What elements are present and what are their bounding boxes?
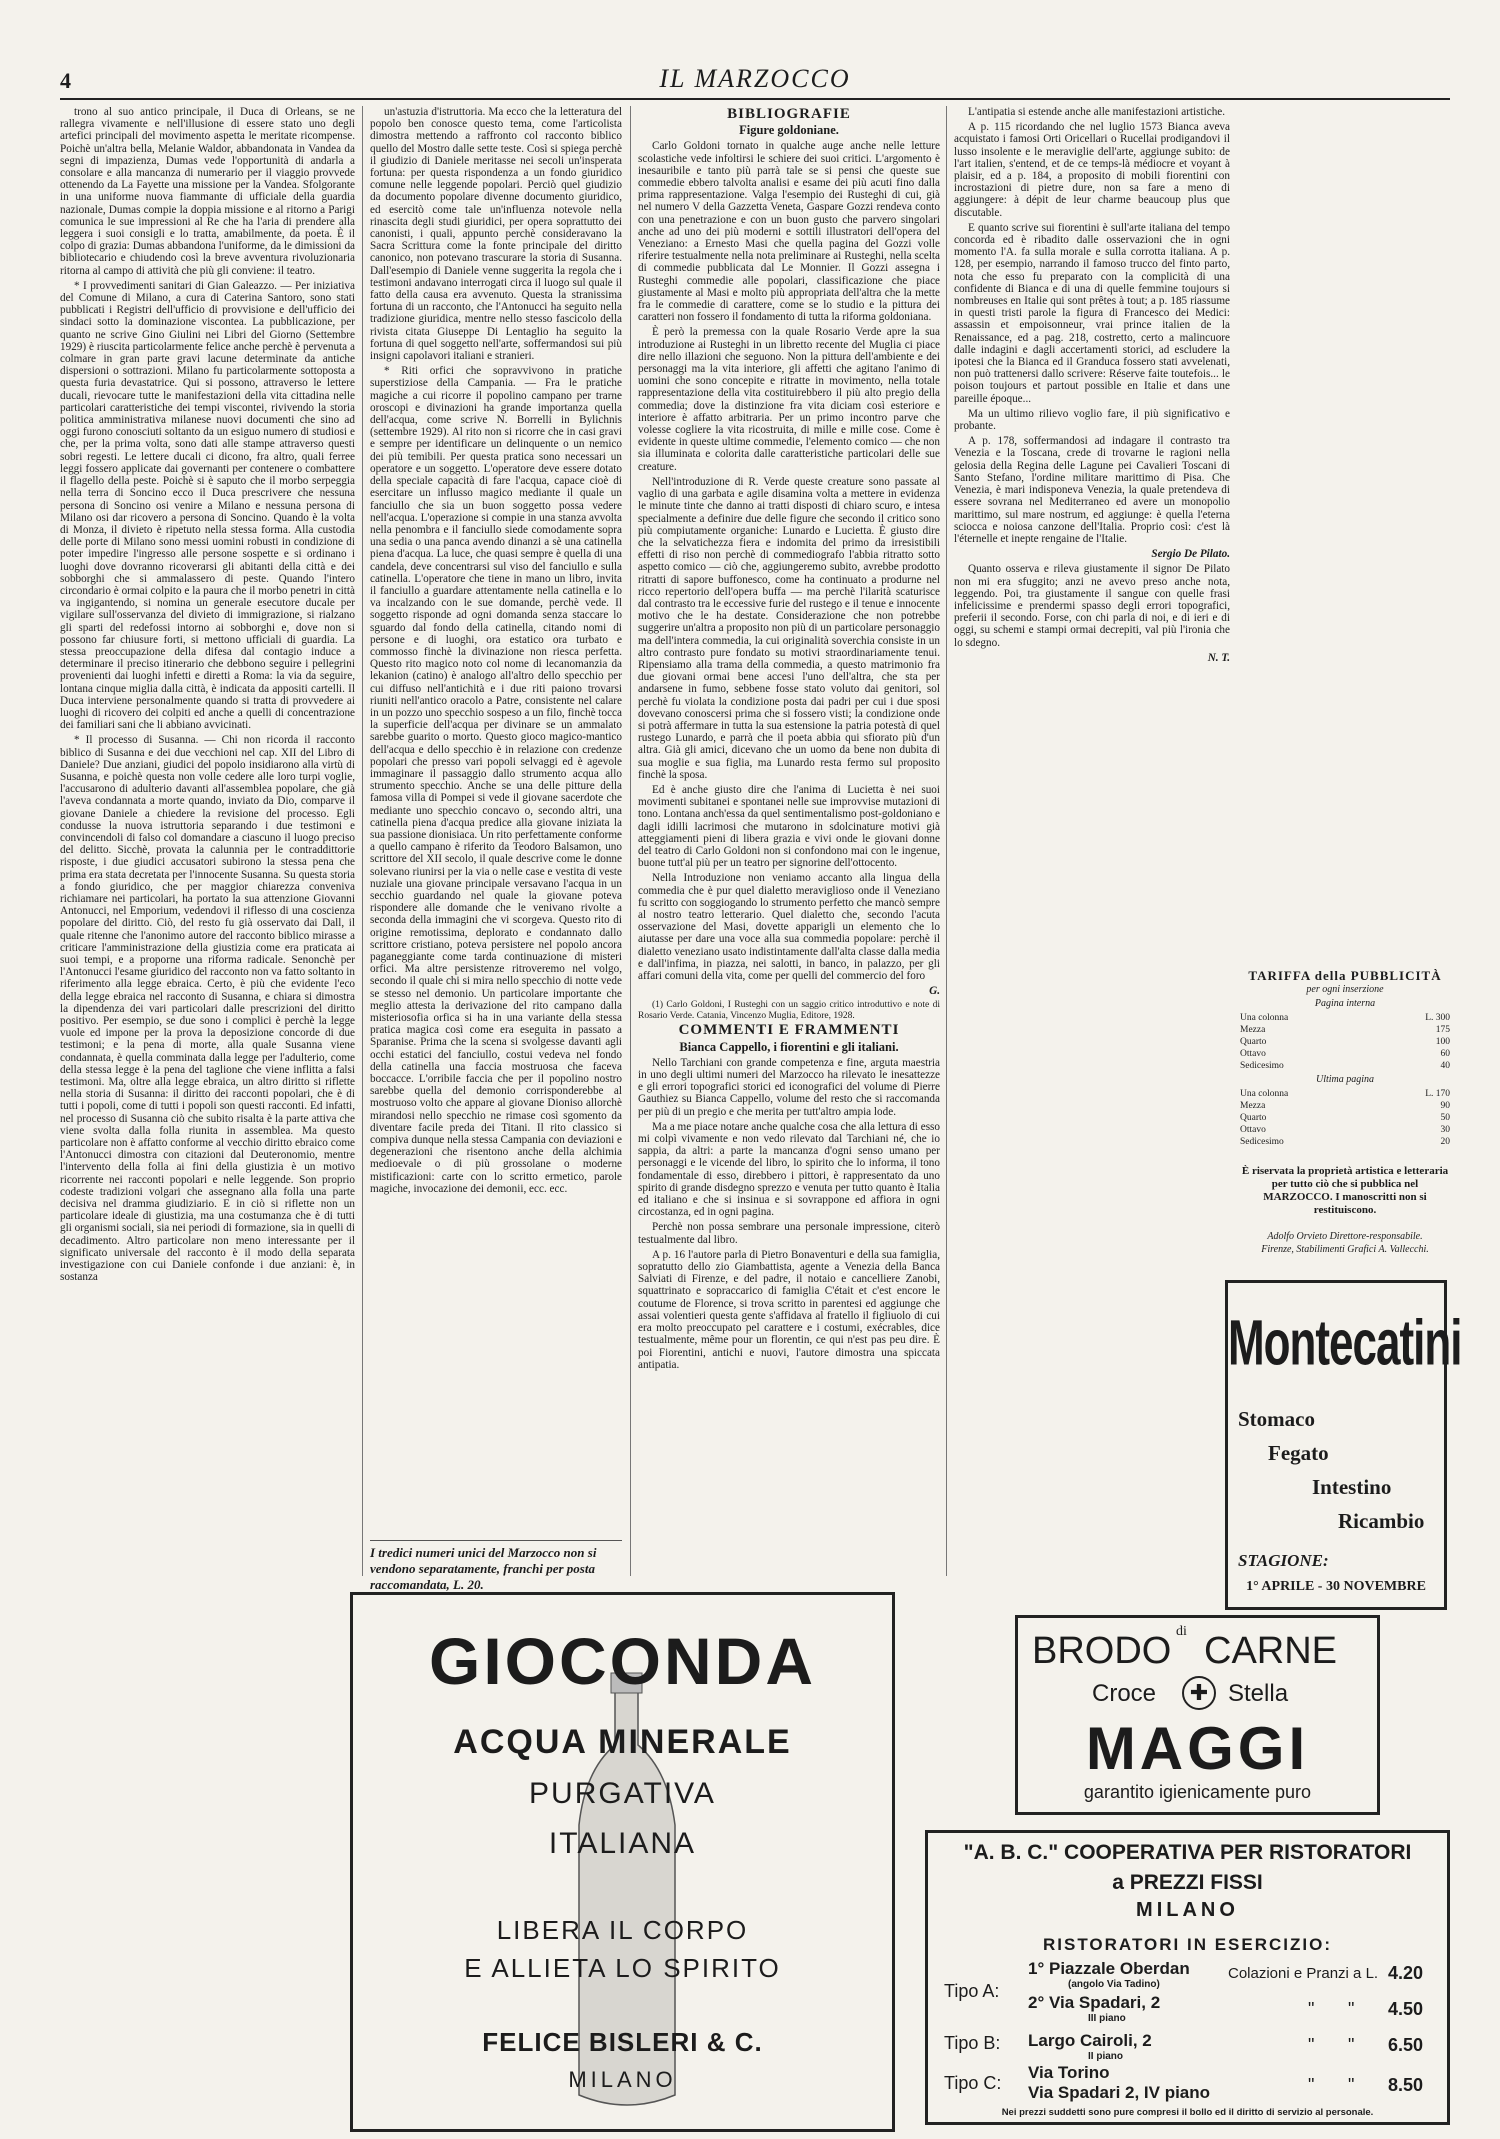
ad-line: E ALLIETA LO SPIRITO xyxy=(464,1953,781,1983)
ad-line: garantito igienicamente puro xyxy=(1083,1782,1312,1802)
ad-city: MILANO xyxy=(568,2067,677,2092)
type-label: Tipo C: xyxy=(944,2073,1002,2093)
section-heading: BIBLIOGRAFIE xyxy=(727,106,851,122)
ad-season-label: STAGIONE: xyxy=(1238,1551,1329,1570)
rate-row: Quarto 100 xyxy=(1240,1037,1450,1047)
ad-line: Intestino xyxy=(1312,1475,1392,1499)
ad-line: LIBERA IL CORPO xyxy=(496,1915,749,1945)
ad-brand: MAGGI xyxy=(1085,1715,1310,1782)
article-paragraph: Ma a me piace notare anche qualche cosa che alla lettura di esso mi colpì vivamente e non vedo rilevato dal Tarchiani né, che io sappia, da altri: a parte la mancanza d'ogni senso umano per personaggi e le vicende del libro, lo spirito che lo informa, il tono fondamentale di esso, direbbero i pittori, è rappresentato da uno spirito di grande disdegno sprezzo e venuta per tutto quanto è Italia ed italiano e che si insinua e si sovrappone ed affiora in ogni circostanza, ed in ogni pagina. xyxy=(638,1120,940,1219)
article-signature: Sergio De Pilato. xyxy=(1151,548,1230,561)
rates-section-label: Pagina interna xyxy=(1314,998,1376,1009)
article-paragraph: L'antipatia si estende anche alle manifestazioni artistiche. xyxy=(968,106,1226,118)
abc-cooperative-ad xyxy=(925,1830,1450,2125)
price: 4.20 xyxy=(1388,1963,1424,1983)
article-paragraph: Nella Introduzione non veniamo accanto alla lingua della commedia che è pur quel dialetto meraviglioso onde il Veneziano fu scritto con soggiogando lo strumento perfetto che mancò sempre al nostro teatro letterario. Quel dialetto che, secondo l'acuta osservazione del Masi, dovette apparigli un elemento che lo aiutasse per dare una voce alla sua commedia popolare: perchè il dialetto veneziano usato indistintamente dall'alta classe dalla media e dall'infima, in piazza, nei salotti, in banco, in palazzo, per gli affari comuni della vita, come per quelli del commercio del foro xyxy=(638,872,940,983)
article-paragraph: È però la premessa con la quale Rosario Verde apre la sua introduzione ai Rusteghi in un libretto recente del Muglia ci piace dire nello illazioni che seguono. Non la pittura dell'ambiente e dei personaggi ma la vita interiore, gli affetti che agitano l'animo di uomini che sono concepite e ritratte in movimento, nella totale rappresentazione della vita costituirebbero il più alto pregio della commedia; dove la distinzione fra vita diciam così esteriore e interiore è affatto arbitraria. Per un primo incontro parve che volesse cogliere la vita ricostruita, di mille e mille cose. Come è evidente in queste ultime commedie, l'elemento comico — che non sia illuminata e colorita dalle caratteristiche particolari delle sue creature. xyxy=(638,326,940,473)
rate-row: Ottavo 60 xyxy=(1240,1049,1450,1059)
section-heading: COMMENTI E FRAMMENTI xyxy=(678,1022,900,1039)
ad-line: RISTORATORI IN ESERCIZIO: xyxy=(1043,1935,1332,1954)
column-divider xyxy=(630,106,631,1576)
rate-row: Mezza 175 xyxy=(1240,1025,1450,1035)
ad-brand: GIOCONDA xyxy=(429,1624,816,1698)
ad-line: Fegato xyxy=(1268,1441,1329,1465)
article-paragraph: * Il processo di Susanna. — Chi non ricorda il racconto biblico di Susanna e dei due vecchioni nel cap. XII del Libro di Daniele? Due anziani, giudici del popolo insidiarono alla virtù di Susanna, e poichè questa non volle cedere alle loro turpi voglie, l'accusarono di adulterio davanti all'assemblea popolare, che già l'aveva condannata a morte quando, inviato da Dio, comparve il giovane Daniele a chiedere la revisione del processo. Egli condusse la nuova istruttoria separando i due testimoni e convincendoli di falso col domandare a ciascuno il luogo preciso del delitto. Sicchè, provata la calunnia per le contraddittorie risposte, i due giudici accusatori subirono la stessa pena che prima era stata decretata per l'innocente Susanna. Su questa storia a fondo giuridico, che per maggior chiarezza conveniva richiamare nei particolari, ha portato la sua attenzione Giovanni Antonucci, nel Emporium, vedendovi il riflesso di una coscienza popolare del diritto. Ciò, del resto fu già osservato dai Dall, il quale ritenne che l'anonimo autore del racconto biblico mirasse a criticare l'amministrazione della giustizia come era praticata ai suoi tempi, e a proporne una riforma radicale. Senonchè per l'Antonucci l'esame giuridico del racconto non va fatto soltanto in riferimento alla legge ebraica. Certo, è più che evidente l'eco della legge ebraica nel racconto di Susanna, e chiara si dimostra la dipendenza dei vari particolari dalle prescrizioni del diritto positivo. Per esempio, se due sono i complici è perchè la legge vuole ed impone per la prova la deposizione concorde di due testimoni; e la pena di morte, alla quale Susanna viene condannata, è quella comminata dalla legge per l'adulterio, come della stessa legge è la pena del taglione che viene inflitta a falsi testimoni. Ma, oltre alla legge ebraica, un altro diritto si riflette nella storia di Susanna: il diritto dei racconti popolari, che è di tutti i popoli, come di tutti i popoli son questi racconti. Ed infatti, nel processo di Susanna ciò che subito risalta è la parte attiva che viene svolta dalla folla riunita in assemblea. Ma questo particolare non è affatto conforme al vecchio diritto ebraico come l'Antonucci dimostra con citazioni dal Deuteronomio, mentre l'intervento della folla ai fini della giustizia è un motivo ricorrente nei racconti popolari e nelle leggende. Son proprio codeste tradizioni volgari che assegnano alla folla una parte decisiva nel dramma giudiziario. E in ciò si riflette non un particolare ideale di giustizia, ma una costumanza che è di tutti gli organismi sociali, sia nei periodi di formazione, sia in quelli di decadimento. Altro particolare non meno interessante per il significato universale del racconto è il modo della separata investigazione con cui Daniele confonde i due anziani: è, in sostanza xyxy=(60,734,355,1284)
column-3 xyxy=(638,106,940,1596)
article-paragraph: * I provvedimenti sanitari di Gian Galeazzo. — Per iniziativa del Comune di Milano, a cura di Caterina Santoro, sono stati pubblicati i Registri dell'ufficio di provvisione e dell'ufficio dei sindaci sotto la dominazione viscontea. La pubblicazione, per quanto ne scrive Gino Giulini nei Libri del Giorno (Settembre 1929) è riuscita particolarmente felice anche perchè è pervenuta a colmare in gran parte gravi lacune determinate da antiche dispersioni o sottrazioni. Milano fu particolarmente sottoposta a questa furia devastatrice. Qui si possono, attraverso le lettere ducali, rievocare tutte le manifestazioni della vita cittadina nelle particolari caratteristiche dei tempi viscontei, rivivendo la storia politica amministrativa milanese nuovi documenti che sino ad oggi furono conosciuti soltanto da un esiguo numero di studiosi e che, per la prima volta, sono dati alle stampe attraverso questi sobri regesti. Le lettere ducali ci dicono, fra altro, quali ferree leggi fossero applicate dai governanti per contenere o combattere il flagello della peste. Poichè si è saputo che il morbo serpeggia nella terra di Soncino ecco il Duca prescrivere che nessuna persona di Soncino osi venire a Milano e nessuna persona di Milano osi dar ricovero a persona di Soncino. Quando è la volta di Monza, il divieto è ripetuto nella stessa forma. Alla custodia delle porte di Milano sono messi uomini robusti in condizione di poter impedire l'ingresso alle persone sospette e si ordinano i luoghi dove dovranno ricoverarsi gli abitanti della città e dei sobborghi che si ammalassero di peste. Quando l'intero circondario è ormai colpito e la paura che il morbo penetri in città va ingigantendo, si nomina un generale esecutore ducale per vigilare sull'osservanza del divieto di immigrazione, si rialzano gli sparti del redefossi intorno ai sobborghi e, dove non si possono far chiusure forti, si mettono ufficiali di guardia. La stessa preoccupazione della difesa dal contagio induce a determinare il preciso itinerario che debbono seguire i pellegrini provenienti dai luoghi infetti e diretti a Roma: la via da seguire, lontana cinque miglia dalla città, è indicata da appositi cartelli. Il Duca interviene personalmente quando si tratta di provvedere ai luoghi di ricovero dei colpiti ed anche a quelli di concentrazione dei familiari sani che li abbiano avvicinati. xyxy=(60,279,355,732)
ad-line: di xyxy=(1176,1624,1187,1639)
article-paragraph: un'astuzia d'istruttoria. Ma ecco che la letteratura del popolo ben conosce questo tema, come l'articolista dimostra mettendo a raffronto col racconto biblico quello del Mostro dalle sette teste. Così si spiega perchè il giudizio di Daniele meritasse nei secoli un'insperata fortuna: per questa rispondenza a un fondo giuridico comune nelle leggende popolari. Perciò quel giudizio da documento popolare divenne documento giuridico, ed esercitò come tale un'influenza notevole nella rinascita degli studi giuridici, per opera soprattutto dei canonisti, i quali, appunto perchè consideravano la Sacra Scrittura come la fonte principale del diritto canonico, non potevano trascurare la storia di Susanna. Dall'esempio di Daniele venne suggerita la regola che i testimoni andavano interrogati circa il luogo sul quale il fatto della causa era avvenuto. Questa la stranissima fortuna di un racconto, che l'Antonucci ha seguito nella tradizione giuridica, mentre nello stesso fascicolo della rivista citata Giuseppe Di Lentaglio ha seguito la fortuna di quel soggetto nell'arte, soffermandosi sui più insigni capolavori italiani e stranieri. xyxy=(370,106,622,363)
article-paragraph: trono al suo antico principale, il Duca di Orleans, se ne rallegra vivamente e nell'illusione di essere stato uno degli artefici principali del movimento aspetta le meritate ricompense. Poichè un'altra bella, Melanie Waldor, abbandonata in Vandea da segni di impazienza, Dumas vede l'opportunità di andarla a consolare e alla mancanza di numerario per il viaggio provvede ottenendo da La Fayette una missione per la Vandea. Sfolgorante in una uniforme nuova fiammante di ufficiale della guardia nazionale, Dumas compie la doppia missione e al ritorno a Parigi comunica le sue impressioni al Re che ha l'aria di prendere alla leggera i suoi consigli e lo tratta, amabilmente, da poeta. È il colpo di grazia: Dumas abbandona l'uniforme, da le dimissioni da bibliotecario e chiudendo così la breve avventura rivoluzionaria ritorna al campo di attività che più gli conviene: il teatro. xyxy=(60,106,355,277)
location: Via Spadari 2, IV piano xyxy=(1028,2083,1211,2102)
page-header xyxy=(60,62,1450,100)
subscription-notice: I tredici numeri unici del Marzocco non si vendono separatamente, franchi per posta raccomandata, L. 20. xyxy=(370,1540,622,1593)
type-label: Tipo B: xyxy=(944,2033,1001,2053)
printer-credit: Firenze, Stabilimenti Grafici A. Vallecchi. xyxy=(1261,1244,1429,1255)
ad-line: PURGATIVA xyxy=(529,1777,716,1810)
price-label: Colazioni e Pranzi a L. xyxy=(1228,1965,1379,1982)
article-paragraph: Ed è anche giusto dire che l'anima di Lucietta è nei suoi movimenti subitanei e spontanei nelle sue improvvise mutazioni di tono. Lontana anch'essa da quel sentimentalismo post-goldoniano e dagli idilli lacrimosi che mutarono in sdolcinature motivi già atteggiamenti pieni di libera grazia e vivi onde le giovani donne del teatro di Carlo Goldoni non si confondono mai con le ingenue, buone tutt'al più per un teatro per signorine dell'ottocento. xyxy=(638,783,940,870)
footnote: (1) Carlo Goldoni, I Rusteghi con un saggio critico introduttivo e note di Rosario Verde. Catania, Vincenzo Muglia, Editore, 1928. xyxy=(638,1000,940,1021)
editor-credit: Adolfo Orvieto Direttore-responsabile. xyxy=(1267,1231,1423,1242)
rate-row: Una colonna L. 300 xyxy=(1240,1013,1450,1023)
location: 2° Via Spadari, 2 xyxy=(1028,1993,1161,2012)
rate-row: Mezza 90 xyxy=(1240,1101,1450,1111)
article-paragraph: Perchè non possa sembrare una personale impressione, citerò testualmente dal libro. xyxy=(638,1221,940,1246)
montecatini-ad xyxy=(1225,1280,1462,1610)
ad-brand: Montecatini xyxy=(1228,1307,1462,1379)
gioconda-ad xyxy=(350,1592,895,2132)
ditto-mark: " xyxy=(1308,2035,1315,2055)
column-divider xyxy=(362,106,363,1576)
article-paragraph: A p. 178, soffermandosi ad indagare il contrasto tra Venezia e la Toscana, crede di trovarne le ragioni nella gelosia della Regina delle Lagune pei Cavalieri Toscani di Santo Stefano, l'ordine militare marittimo di Pisa. Che Venezia, è mari indisponeva Venezia, la quale pretendeva di essere sovrana nel Mediterraneo ed avere un monopolio marittimo, sul mare nostrum, ed aggiunge: è quella l'eterna sciocca e noiosa canzone dell'Italia. Proprio così: c'est là l'éternelle et inepte rengaine de l'Italie. xyxy=(954,435,1230,545)
rate-row: Ottavo 30 xyxy=(1240,1125,1450,1135)
column-4 xyxy=(954,106,1230,976)
location: Via Torino xyxy=(1028,2063,1110,2082)
ad-line: ITALIANA xyxy=(548,1827,697,1860)
article-paragraph: Nell'introduzione di R. Verde queste creature sono passate al vaglio di una garbata e agile disamina volta a mettere in evidenza le minute tinte che danno ai tratti disposti di chiaro scuro, e intesa specialmente a definire due delle figure che secondo il critico sono più compiutamente organiche: Lunardo e Lucietta. È giusto dire che la selvatichezza fiera e indomita del primo da irresistibili effetti di riso non perchè di commediografo l'abbia ritratto sotto aspetto comico — ciò che, aggiungeremo subito, avrebbe prodotto ritratti di sapore buffonesco, come ha continuato a produrne nel ricco repertorio dell'opera buffa — ma perchè l'ilarità scaturisce dal contrasto tra le eccessive furie del rustego e il tenue e innocente motivo che le ha destate. Considerazione che non potrebbe suggerire un'altra a proposito non più di un particolare personaggio ma dell'intera commedia, la cui originalità soverchia consiste in un altro contrasto pure fondato su motivi straordinariamente tenui. Ripensiamo alla trama della commedia, a questo matrimonio fra due giovani ormai bene accesi l'uno dell'altra, che sta per andarsene in fumo, sebbene fosse stato voluto dai genitori, sol perchè fu violata la condizione posta dai padri per cui i due sposi dovevano conoscersi prima che si fossero visti; la condizione onde si potrà affermare in tutta la sua estensione la patria potestà di quel rustego Lunardo, e parrà che il poeta abbia qui sfiorato più d'un altra. Già gli amici, dicevano che un uomo da bene non dubita di sua moglie e sua figlia, ma Lunardo resta fermo sul proposito finchè la sposa. xyxy=(638,475,940,781)
ad-city: MILANO xyxy=(1136,1899,1239,1921)
credits xyxy=(1240,1230,1450,1256)
article-paragraph: * Riti orfici che sopravvivono in pratiche superstiziose della Campania. — Fra le pratiche magiche a cui ricorre il popolino campano per trarne oroscopi e divinazioni ha grande importanza quella dell'acqua, come scrive N. Borrelli in Bylichnis (settembre 1929). Al rito non si ricorre che in casi gravi e sempre per identificare un delinquente o un nemico dei più temibili. Per questa pratica sono necessari un operatore e un soggetto. L'operatore deve essere dotato della speciale capacità di fare l'acqua, capace cioè di esercitare un influsso magico mediante il quale un fanciullo che sia un buon soggetto possa vedere nell'acqua. L'operazione si compie in una stanza avvolta nella penombra e il fanciullo siede comodamente sopra una sedia o una panca avendo dinanzi a sè una catinella piena d'acqua. La luce, che quasi sempre è quella di una candela, deve concentrarsi sul viso del fanciullo e sulla catinella. L'operatore che tiene in mano un libro, invita il fanciullo a guardare attentamente nella catinella e lo va incalzando con le sue domande, perchè vede. Il soggetto risponde ad ogni domanda senza staccare lo sguardo dal fondo della catinella, citando nomi di persone e di luoghi, ora estatico ora turbato e commosso finchè la divinazione non riesca perfetta. Questo rito magico noto col nome di lecanomanzia da lekanion (catino) è analogo all'altro dello specchio per cui diffuso nell'antichità e i due riti paiono trovarsi riuniti nell'antico oracolo a Patre, consistente nel calare in un pozzo uno specchio sospeso a un filo, finchè tocca la superficie dell'acqua per divinare se un ammalato sarebbe guarito o morto. Questo gioco magico-mantico dell'acqua e dello specchio è in relazione con credenze popolari che presso vari popoli selvaggi ed è agevole immaginare il passaggio dallo strumento acqua allo strumento specchio. Anche se una delle pitture della famosa villa di Pompei si vede il giovane sacerdote che mediante uno specchio concavo o, secondo altri, una catinella piena d'acqua predice alla giovane iniziata la sua passione dionisiaca. Un rito perfettamente conforme a quello campano è riferito da Teodoro Balsamon, uno scrittore del XII secolo, il quale descrive come le donne solevano riunirsi per la via o nelle case e vestita di veste nuziale una giovane principale versavano l'acqua in un secchio guardando nel quale la giovane poteva rispondere alle domande che le venivano rivolte a seconda della immagini che vi scorgeva. Questo rito di origine remotissima, deplorato e condannato dallo scrittore cristiano, poteva persistere nel popolo ancora paganeggiante come tarda continuazione di misteri orfici. Ma altre persistenze ritroveremo nel volgo, secondo il quale chi si mira nello specchio di notte vede se stesso nel demonio. Un particolare importante che meglio attesta la derivazione del rito campano dalla misteriosofia orfica si ha in una variante della stessa pratica magica così come era eseguita in passato a Sparanise. Prima che la scena si svolgesse davanti agli occhi estatici del fanciullo, costui vedeva nel fondo della catinella una faccia mostruosa che faceva boccacce. L'orribile faccia che per il popolino nostro sarebbe quella del demonio corrisponderebbe al mostruoso volto che appare al giovane Dioniso allorchè mirandosi nello specchio ne rimase così sgomento da diventare facile preda dei Titani. Il rito classico si compiva dunque nella stessa Campania con deviazioni e degenerazioni che risentono anche della alchimia medioevale o di più grossolane o moderne mistificazioni: carte con lo scritto ermetico, parole magiche, invocazione dei demonii, ecc. ecc. xyxy=(370,365,622,1195)
rates-title: TARIFFA della PUBBLICITÀ xyxy=(1248,968,1442,983)
location-note: II piano xyxy=(1088,2051,1123,2062)
rate-row: Sedicesimo 20 xyxy=(1240,1137,1450,1147)
ad-line: a PREZZI FISSI xyxy=(1112,1871,1263,1894)
cross-star-icon: ✚ xyxy=(1182,1676,1216,1710)
ad-line: Stella xyxy=(1228,1680,1289,1707)
ditto-mark: " xyxy=(1348,2075,1355,2095)
location: 1° Piazzale Oberdan xyxy=(1028,1959,1190,1978)
article-paragraph: E quanto scrive sui fiorentini è sull'arte italiana del tempo concorda ed è ribadito dalle osservazioni che in ogni momento l'A. fa sulla morale e sulla corrotta italiana. A p. 128, per esempio, narrando il famoso trucco del finto parto, nota che esso fu preparato con la complicità di una confidente di Bianca e di una di quelle femmine toujours si nombreuses en Italie qui sont prêtes à tout; a p. 185 riassume in questi tristi parole la figura di Francesco dei Medici: assassin et empoisonneur, vrai prince italien de la Renaissance, ed a pag. 218, costretto, certo a malincuore dalle indagini e dagli accertamenti storici, ad escludere la ipotesi che la Bianca ed il Granduca fossero stati avvelenati, non può trattenersi dallo scrivere: Réserve faite toutefois... le poison toujours et partout possible en Italie et dans une pareille époque... xyxy=(954,221,1230,405)
rate-row: Quarto 50 xyxy=(1240,1113,1450,1123)
ditto-mark: " xyxy=(1348,1999,1355,2019)
price: 6.50 xyxy=(1388,2035,1424,2055)
advertising-rates xyxy=(1240,970,1450,1148)
ad-line: BRODO xyxy=(1032,1630,1172,1672)
rights-notice: È riservata la proprietà artistica e letteraria per tutto ciò che si pubblica nel MARZOCCO. I manoscritti non si restituiscono. xyxy=(1241,1165,1449,1216)
rates-section-label: Ultima pagina xyxy=(1315,1074,1375,1085)
ad-maker: FELICE BISLERI & C. xyxy=(482,2027,763,2057)
article-paragraph: Ma un ultimo rilievo voglio fare, il più significativo e probante. xyxy=(954,407,1230,433)
rate-row: Sedicesimo 40 xyxy=(1240,1061,1450,1071)
location-note: (angolo Via Tadino) xyxy=(1068,1979,1160,1990)
ditto-mark: " xyxy=(1308,2075,1315,2095)
column-2 xyxy=(370,106,622,1546)
column-divider xyxy=(946,106,947,1576)
price: 4.50 xyxy=(1388,1999,1424,2019)
ad-line: CARNE xyxy=(1204,1630,1338,1672)
ad-line: ACQUA MINERALE xyxy=(453,1723,792,1761)
article-subheading: Bianca Cappello, i fiorentini e gli italiani. xyxy=(679,1039,899,1054)
article-paragraph: Carlo Goldoni tornato in qualche auge anche nelle letture scolastiche vede infoltirsi le schiere dei suoi critici. L'argomento è inesauribile e tanto più parrà tale se si pensi che queste sue commedie ebbero talvolta analisi e esame dei più acuti fino dalla prima rappresentazione. Valga l'esempio dei Rusteghi di cui, già nel numero V della Gazzetta Veneta, Gaspare Gozzi rendeva conto con una penetrazione e con un buon gusto che parvero singolari anche ad uno dei più moderni e sottili illustratori dell'opera del Veneziano: a Ernesto Masi che quella pagina del Gozzi volle riferire testualmente nella nota preliminare ai Rusteghi, nella scelta di commedie pubblicata dal Le Monnier. Il Gozzi assegna i Rusteghi commedie alle popolari, classificazione che piace giustamente al Masi e molto più appropriata dell'altra che la mette fra le commedie di carattere, come se lo studio e la pittura dei caratteri non fossero il fondamento di tutta la riforma goldoniana. xyxy=(638,140,940,324)
location: Largo Cairoli, 2 xyxy=(1028,2031,1152,2050)
page-number: 4 xyxy=(60,68,71,93)
article-paragraph: Quanto osserva e rileva giustamente il signor De Pilato non mi era sfuggito; anzi ne avevo preso anche nota, leggendo. Poi, tra giustamente il sangue con quelle frasi infelicissime e prendermi spasso degli errori topografici, preferii il secondo. Forse, con chi parla di noi, e di ieri e di oggi, su schemi e stampi ormai decrepiti, val più l'ironia che lo sdegno. xyxy=(954,563,1230,649)
article-paragraph: A p. 16 l'autore parla di Pietro Bonaventuri e della sua famiglia, sopratutto dello zio Giambattista, agente a Venezia della Banca Salviati di Firenze, e del padre, il notaio e cancelliere Zanobi, squattrinato e sopraccarico di famiglia C'était et c'est encore le coutume de Florence, si trova scritto in parentesi ed aggiunge che assai volentieri questa gente s'affidava al fratello il figliuolo di cui era molto preoccupato pel carattere e i costumi, exécrables, dice testualmente, même pour un florentin, ce qui n'est pas peu dire. È poi Fiorentini, antichi e nuovi, l'autore dimostra una spiccata antipatia. xyxy=(638,1248,940,1371)
rate-row: Una colonna L. 170 xyxy=(1240,1089,1450,1099)
location-note: III piano xyxy=(1088,2013,1126,2024)
ad-footer: Nei prezzi suddetti sono pure compresi il bollo ed il diritto di servizio al personale. xyxy=(1001,2107,1374,2118)
article-signature: G. xyxy=(929,985,940,998)
ad-line: Ricambio xyxy=(1338,1509,1425,1533)
ditto-mark: " xyxy=(1348,2035,1355,2055)
ad-line: Croce xyxy=(1092,1680,1157,1707)
price: 8.50 xyxy=(1388,2075,1424,2095)
type-label: Tipo A: xyxy=(944,1981,1000,2001)
article-paragraph: A p. 115 ricordando che nel luglio 1573 Bianca aveva acquistato i famosi Orti Oricellari o Rucellai prodigandovi il lusso insolente e le meraviglie dell'arte, aggiunge subito: de l'art italien, s'entend, et de ce temps-là médiocre et voyant à plaisir, ed a p. 184, a proposito di mobili fiorentini con incrostazioni di pietre dure, non sa fare a meno di aggiungere: à dépit de leur charme beaucoup plus que discutable. xyxy=(954,121,1230,219)
newspaper-title: IL MARZOCCO xyxy=(659,64,851,93)
article-subheading: Figure goldoniane. xyxy=(739,123,839,138)
ad-line: "A. B. C." COOPERATIVA PER RISTORATORI xyxy=(963,1841,1412,1864)
rates-subtitle: per ogni inserzione xyxy=(1306,984,1384,995)
ad-season-dates: 1° APRILE - 30 NOVEMBRE xyxy=(1246,1579,1426,1594)
article-paragraph: Nello Tarchiani con grande competenza e fine, arguta maestria in uno degli ultimi numeri del Marzocco ha rilevato le inesattezze e gli errori topografici storici ed iconografici del volume di Pierre Gauthiez su Bianca Cappello, volume del resto che si raccomanda per più di un pregio e che merita per tutt'altro ampia lode. xyxy=(638,1056,940,1118)
maggi-ad xyxy=(1015,1615,1380,1815)
ditto-mark: " xyxy=(1308,1999,1315,2019)
article-signature: N. T. xyxy=(1207,651,1230,664)
ad-line: Stomaco xyxy=(1238,1407,1315,1431)
column-1 xyxy=(60,106,355,2046)
